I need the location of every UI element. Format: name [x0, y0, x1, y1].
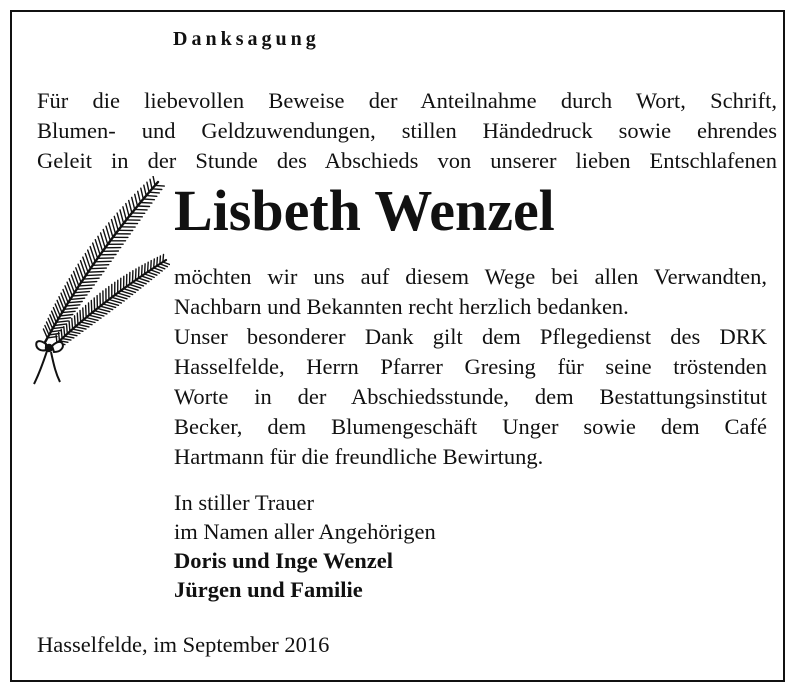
- fir-needle: [132, 197, 135, 209]
- fir-needle: [68, 302, 82, 303]
- fir-needle: [70, 298, 84, 299]
- fir-needle: [75, 316, 76, 327]
- fir-needle: [62, 339, 71, 341]
- signature-names: Jürgen und Familie: [174, 577, 363, 602]
- thanks-line: Worte in der Abschiedsstunde, dem Bestattungsinstitut: [174, 384, 767, 409]
- fir-needle: [153, 176, 155, 185]
- fir-needle: [136, 269, 137, 280]
- deceased-name: Lisbeth Wenzel: [174, 178, 555, 243]
- fir-needle: [154, 259, 155, 268]
- fir-needle: [139, 267, 140, 278]
- fir-needle: [154, 268, 163, 271]
- fir-needle: [81, 282, 97, 283]
- fir-needle: [88, 272, 104, 273]
- fir-needle: [129, 201, 132, 213]
- fir-needle: [81, 322, 92, 325]
- fir-needle: [148, 272, 157, 275]
- thanks-line: Hartmann für die freundliche Bewirtung.: [174, 444, 544, 469]
- fir-needle: [138, 206, 150, 207]
- place-date: Hasselfelde, im September 2016: [37, 632, 330, 657]
- thanks-line: Becker, dem Blumengeschäft Unger sowie dem Café: [174, 414, 767, 439]
- fir-needle: [144, 185, 146, 195]
- fir-needle: [69, 321, 70, 331]
- fir-needle: [157, 266, 165, 269]
- thanks-line: Nachbarn und Bekannten recht herzlich bedanken.: [174, 294, 629, 319]
- fir-needle: [135, 209, 147, 210]
- fir-needle: [66, 305, 80, 306]
- fir-needle: [114, 216, 118, 230]
- fir-needle: [138, 191, 141, 202]
- fir-needle: [70, 331, 80, 333]
- fir-needle: [151, 270, 160, 273]
- signature-line: im Namen aller Angehörigen: [174, 519, 436, 544]
- fir-needle: [142, 266, 143, 277]
- fir-needle: [148, 262, 149, 272]
- fir-needle: [141, 188, 144, 199]
- fir-needle: [86, 305, 87, 317]
- signature-names: Doris und Inge Wenzel: [174, 548, 393, 573]
- fir-needle: [83, 278, 99, 279]
- intro-line: Blumen- und Geldzuwendungen, stillen Händedruck sowie ehrendes: [37, 118, 777, 143]
- fir-needle: [117, 213, 121, 227]
- fir-needle: [163, 254, 164, 262]
- fir-needle: [135, 194, 138, 206]
- fir-needle: [152, 189, 162, 190]
- fir-needle: [155, 185, 164, 186]
- fir-needle: [160, 256, 161, 264]
- fir-needle: [112, 220, 116, 234]
- fir-needle: [120, 210, 124, 223]
- fir-needle: [64, 327, 65, 336]
- intro-line: Geleit in der Stunde des Abschieds von unserer lieben Entschlafenen: [37, 148, 777, 173]
- fir-needle: [146, 196, 157, 197]
- fir-needle: [90, 268, 106, 269]
- fir-needle: [74, 292, 89, 293]
- fir-needle: [65, 336, 74, 338]
- fir-needle: [79, 285, 95, 286]
- fir-needle: [93, 265, 109, 266]
- fir-needle: [126, 204, 129, 217]
- intro-paragraph: [37, 86, 777, 176]
- fir-needle: [67, 324, 68, 334]
- signature-line: In stiller Trauer: [174, 490, 314, 515]
- fir-needle: [73, 329, 83, 331]
- fir-needle: [80, 311, 81, 323]
- fir-needle: [160, 264, 168, 267]
- fir-needle: [83, 320, 95, 323]
- fir-needle: [140, 203, 152, 204]
- fir-needle: [86, 318, 98, 321]
- fir-needle: [123, 207, 126, 220]
- fir-needle: [78, 324, 89, 327]
- fir-needle: [75, 327, 86, 329]
- thanks-line: möchten wir uns auf diesem Wege bei allen Verwandten,: [174, 264, 767, 289]
- fir-needle: [95, 261, 111, 262]
- fir-needle: [86, 275, 102, 276]
- fir-needle: [149, 192, 159, 193]
- fir-branch-with-bow-icon: [30, 176, 170, 396]
- fir-needle: [143, 199, 154, 200]
- fir-needle: [77, 313, 78, 324]
- fir-needle: [150, 179, 152, 189]
- fir-needle: [163, 262, 170, 265]
- fir-needle: [83, 308, 84, 320]
- fir-needle: [89, 315, 101, 318]
- fir-needle: [67, 334, 77, 336]
- thanks-line: Hasselfelde, Herrn Pfarrer Gresing für seine tröstenden: [174, 354, 767, 379]
- thanks-paragraph: [174, 262, 767, 472]
- intro-line: Für die liebevollen Beweise der Anteilnahme durch Wort, Schrift,: [37, 88, 777, 113]
- fir-needle: [77, 288, 92, 289]
- fir-needle: [61, 330, 62, 339]
- fir-needle: [89, 303, 90, 315]
- thanks-line: Unser besonderer Dank gilt dem Pflegedienst des DRK: [174, 324, 767, 349]
- fir-needle: [157, 257, 158, 266]
- fir-needle: [145, 264, 146, 274]
- fir-needle: [147, 182, 149, 192]
- fir-needle: [72, 295, 87, 296]
- notice-heading: Danksagung: [173, 28, 320, 50]
- fir-needle: [151, 261, 152, 270]
- fir-needle: [72, 319, 73, 330]
- fir-needle: [91, 300, 92, 313]
- signature-block: [174, 488, 436, 604]
- fir-needle: [59, 332, 60, 340]
